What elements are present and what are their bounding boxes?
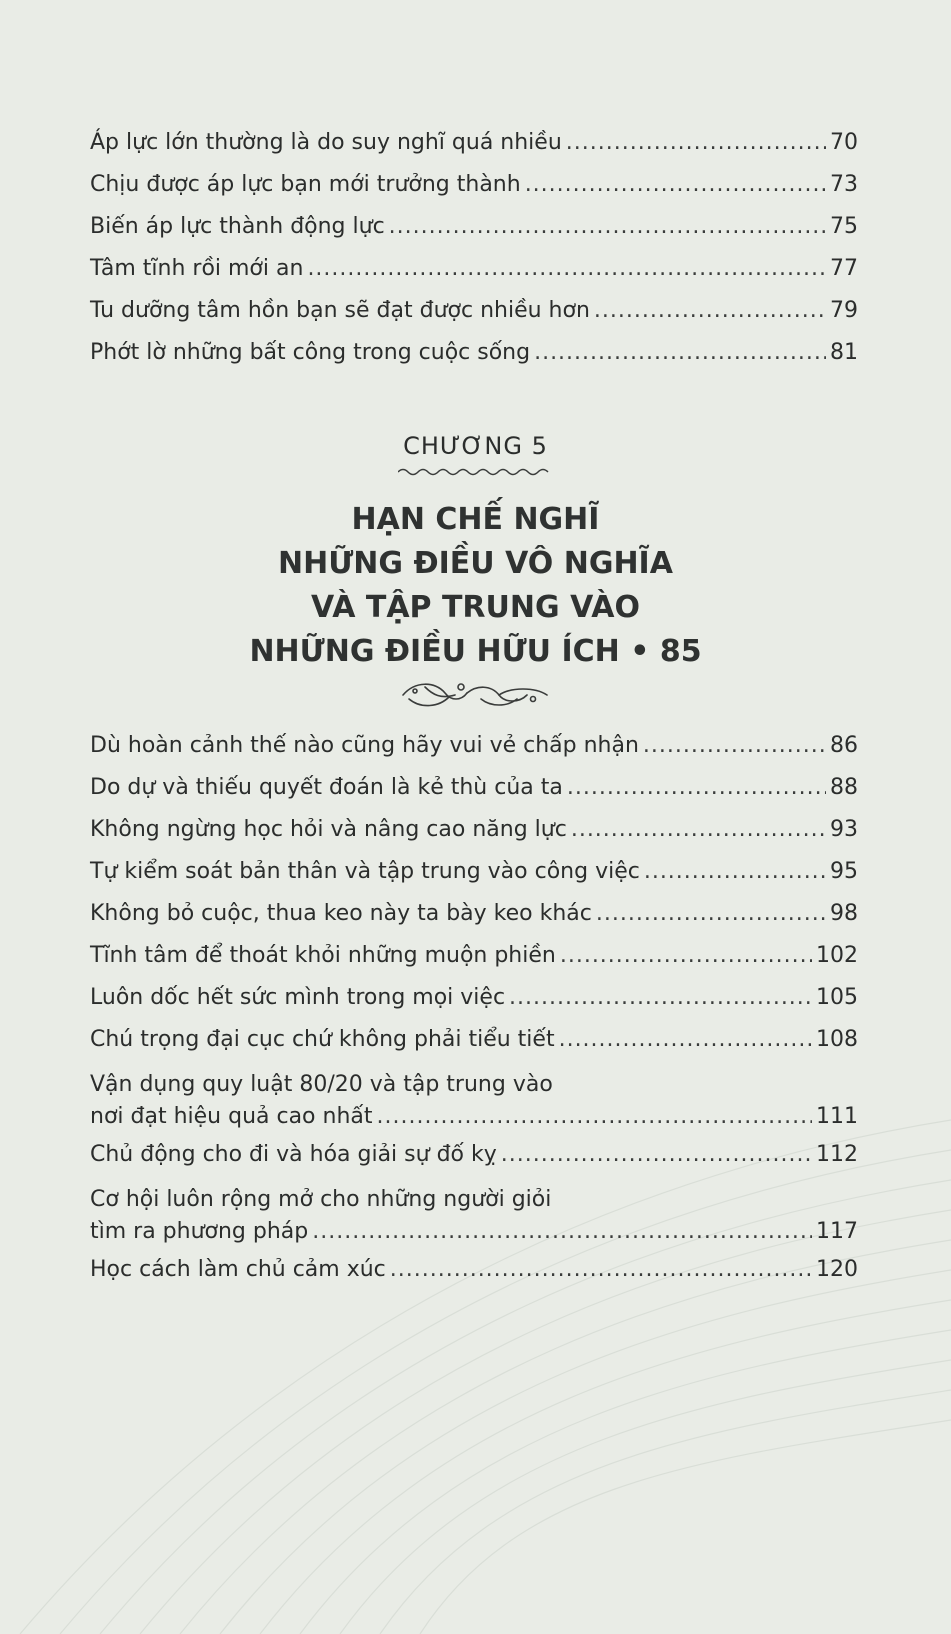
toc-entry-title: Chủ động cho đi và hóa giải sự đố kỵ xyxy=(90,1142,497,1167)
leader-dots xyxy=(596,895,826,933)
toc-entry xyxy=(90,727,858,765)
toc-entry-title: Học cách làm chủ cảm xúc xyxy=(90,1257,386,1282)
toc-entry-title: Chịu được áp lực bạn mới trưởng thành xyxy=(90,172,521,197)
toc-entry xyxy=(90,166,858,204)
leader-dots xyxy=(390,1251,812,1289)
toc-entry-page: 102 xyxy=(816,943,858,968)
toc-entry-page: 73 xyxy=(830,172,858,197)
flourish-ornament-icon xyxy=(395,673,555,717)
chapter-title xyxy=(0,498,951,674)
toc-entry-page: 79 xyxy=(830,298,858,323)
toc-entry xyxy=(90,937,858,975)
toc-entry xyxy=(90,1021,858,1059)
chapter-label: CHƯƠNG 5 xyxy=(403,432,548,460)
toc-entry xyxy=(90,334,858,372)
toc-entry-title-line1: Cơ hội luôn rộng mở cho những người giỏi xyxy=(90,1187,552,1212)
toc-entry xyxy=(90,1251,858,1289)
toc-entry xyxy=(90,769,858,807)
toc-entry xyxy=(90,250,858,288)
toc-entry-title: Tu dưỡng tâm hồn bạn sẽ đạt được nhiều hơn xyxy=(90,298,590,323)
chapter-title-line: NHỮNG ĐIỀU HỮU ÍCH • 85 xyxy=(249,634,702,669)
toc-entry-title: Dù hoàn cảnh thế nào cũng hãy vui vẻ chấp nhận xyxy=(90,733,639,758)
toc-entry-title: nơi đạt hiệu quả cao nhất xyxy=(90,1104,373,1129)
toc-entry-page: 77 xyxy=(830,256,858,281)
toc-entry xyxy=(90,811,858,849)
leader-dots xyxy=(534,334,826,372)
toc-entry-title: Không ngừng học hỏi và nâng cao năng lực xyxy=(90,817,567,842)
toc-entry xyxy=(90,1181,858,1251)
toc-entry xyxy=(90,1136,858,1174)
leader-dots xyxy=(594,292,826,330)
toc-entry-title: Do dự và thiếu quyết đoán là kẻ thù của ta xyxy=(90,775,563,800)
toc-entry-title: Luôn dốc hết sức mình trong mọi việc xyxy=(90,985,506,1010)
toc-entry xyxy=(90,124,858,162)
toc-entry xyxy=(90,979,858,1017)
leader-dots xyxy=(643,727,826,765)
toc-entry-title: Tĩnh tâm để thoát khỏi những muộn phiền xyxy=(90,943,556,968)
leader-dots xyxy=(312,1213,812,1251)
leader-dots xyxy=(389,208,826,246)
toc-entry-page: 117 xyxy=(816,1219,858,1244)
toc-entry-title: Không bỏ cuộc, thua keo này ta bày keo khác xyxy=(90,901,592,926)
toc-entry xyxy=(90,208,858,246)
toc-entry-title: Phớt lờ những bất công trong cuộc sống xyxy=(90,340,531,365)
toc-entry-page: 105 xyxy=(816,985,858,1010)
toc-entry-page: 86 xyxy=(830,733,858,758)
leader-dots xyxy=(525,166,826,204)
chapter-title-line: VÀ TẬP TRUNG VÀO xyxy=(311,590,640,625)
toc-entry-title: Biến áp lực thành động lực xyxy=(90,214,385,239)
toc-entry-page: 93 xyxy=(830,817,858,842)
toc-entry-page: 81 xyxy=(830,340,858,365)
chapter-title-line: HẠN CHẾ NGHĨ xyxy=(351,502,600,537)
toc-entry xyxy=(90,895,858,933)
toc-entry-page: 112 xyxy=(816,1142,858,1167)
toc-entry-title: tìm ra phương pháp xyxy=(90,1219,309,1244)
toc-entry xyxy=(90,853,858,891)
leader-dots xyxy=(509,979,812,1017)
toc-entry-page: 75 xyxy=(830,214,858,239)
leader-dots xyxy=(501,1136,812,1174)
wavy-rule-icon xyxy=(398,466,553,478)
leader-dots xyxy=(644,853,826,891)
toc-entry xyxy=(90,1066,858,1136)
toc-entry-page: 111 xyxy=(816,1104,858,1129)
leader-dots xyxy=(566,124,826,162)
toc-entry-page: 120 xyxy=(816,1257,858,1282)
toc-entry-page: 70 xyxy=(830,130,858,155)
toc-entry-title-line1: Vận dụng quy luật 80/20 và tập trung vào xyxy=(90,1072,553,1097)
toc-entry-title: Áp lực lớn thường là do suy nghĩ quá nhiều xyxy=(90,130,562,155)
toc-entry-page: 108 xyxy=(816,1027,858,1052)
toc-entry-page: 88 xyxy=(830,775,858,800)
toc-entry-title: Tâm tĩnh rồi mới an xyxy=(90,256,304,281)
leader-dots xyxy=(571,811,826,849)
toc-entry-title: Chú trọng đại cục chứ không phải tiểu tiết xyxy=(90,1027,555,1052)
leader-dots xyxy=(567,769,826,807)
toc-entry xyxy=(90,292,858,330)
leader-dots xyxy=(307,250,826,288)
toc-entry-title: Tự kiểm soát bản thân và tập trung vào công việc xyxy=(90,859,640,884)
toc-entry-page: 98 xyxy=(830,901,858,926)
toc-entry-page: 95 xyxy=(830,859,858,884)
chapter-title-line: NHỮNG ĐIỀU VÔ NGHĨA xyxy=(278,546,673,581)
leader-dots xyxy=(377,1098,812,1136)
leader-dots xyxy=(559,1021,812,1059)
leader-dots xyxy=(560,937,812,975)
